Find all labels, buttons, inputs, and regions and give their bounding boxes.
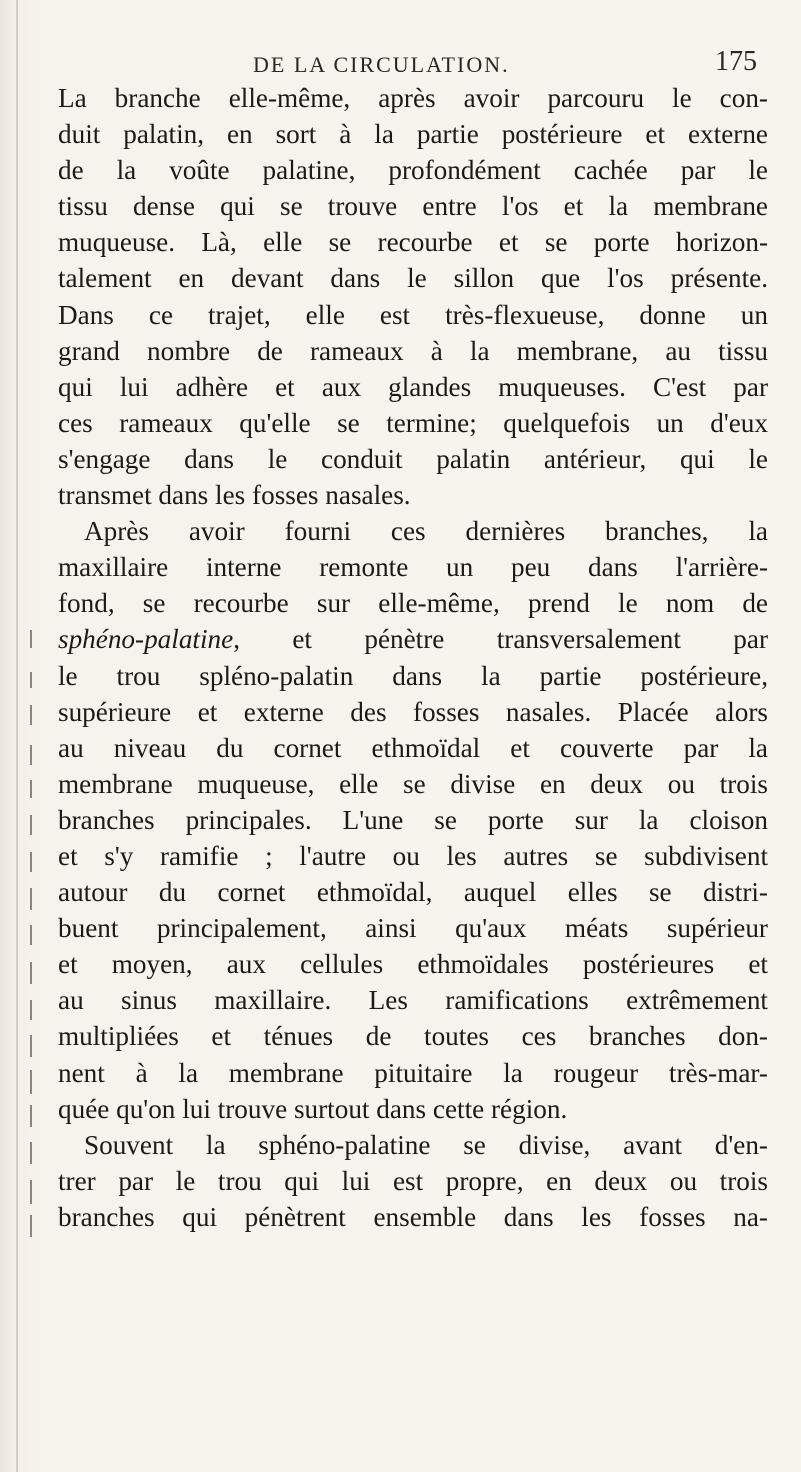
- text-line: ces rameaux qu'elle se termine; quelquefois un d'eux: [58, 407, 768, 438]
- text-line: tissu dense qui se trouve entre l'os et la membrane: [58, 191, 768, 222]
- text-line: s'engage dans le conduit palatin antérieur, qui le: [58, 443, 768, 474]
- text-line: et moyen, aux cellules ethmoïdales postérieures et: [58, 949, 768, 980]
- text-line-italic: [58, 621, 768, 657]
- page-number: 175: [715, 46, 757, 77]
- text-line: trer par le trou qui lui est propre, en deux ou trois: [58, 1165, 768, 1196]
- text-line: buent principalement, ainsi qu'aux méats supérieur: [58, 913, 768, 944]
- text-line: Dans ce trajet, elle est très-flexueuse, donne un: [58, 299, 768, 330]
- text-line: grand nombre de rameaux à la membrane, au tissu: [58, 335, 768, 366]
- text-line: de la voûte palatine, profondément cachée par le: [58, 155, 768, 186]
- text-line: qui lui adhère et aux glandes muqueuses. C'est par: [58, 371, 768, 402]
- text-line: quée qu'on lui trouve surtout dans cette région.: [58, 1093, 568, 1124]
- italic-term: sphéno-palatine: [58, 624, 234, 655]
- running-head: DE LA CIRCULATION.: [253, 52, 510, 77]
- margin-marks: [30, 0, 50, 1472]
- body-text: [58, 80, 768, 1235]
- text-line: muqueuse. Là, elle se recourbe et se porte horizon-: [58, 227, 768, 258]
- text-line: maxillaire interne remonte un peu dans l'arrière-: [58, 552, 768, 583]
- text-line: membrane muqueuse, elle se divise en deux ou trois: [58, 768, 768, 799]
- text-line: Après avoir fourni ces dernières branches, la: [84, 516, 768, 547]
- text-line: autour du cornet ethmoïdal, auquel elles se distri-: [58, 877, 768, 908]
- text-line-rest: , et pénètre transversalement par: [233, 624, 768, 655]
- page-gutter: [16, 0, 18, 1472]
- text-line: nent à la membrane pituitaire la rougeur très-mar-: [58, 1057, 768, 1088]
- page-header: [180, 46, 760, 82]
- text-line: Souvent la sphéno-palatine se divise, avant d'en-: [84, 1129, 768, 1160]
- text-line: transmet dans les fosses nasales.: [58, 480, 411, 511]
- text-line: au niveau du cornet ethmoïdal et couverte par la: [58, 732, 768, 763]
- text-line: fond, se recourbe sur elle-même, prend le nom de: [58, 588, 768, 619]
- text-line: branches principales. L'une se porte sur la cloison: [58, 804, 768, 835]
- text-line: talement en devant dans le sillon que l'os présente.: [58, 263, 768, 294]
- text-line: et s'y ramifie ; l'autre ou les autres se subdivisent: [58, 840, 768, 871]
- text-line: duit palatin, en sort à la partie postérieure et externe: [58, 119, 768, 150]
- text-line: branches qui pénètrent ensemble dans les fosses na-: [58, 1201, 768, 1232]
- text-line: supérieure et externe des fosses nasales. Placée alors: [58, 696, 768, 727]
- text-line: au sinus maxillaire. Les ramifications extrêmement: [58, 985, 768, 1016]
- text-line: La branche elle-même, après avoir parcouru le con-: [58, 83, 768, 113]
- text-line: multipliées et ténues de toutes ces branches don-: [58, 1021, 768, 1052]
- text-line: le trou spléno-palatin dans la partie postérieure,: [58, 660, 768, 691]
